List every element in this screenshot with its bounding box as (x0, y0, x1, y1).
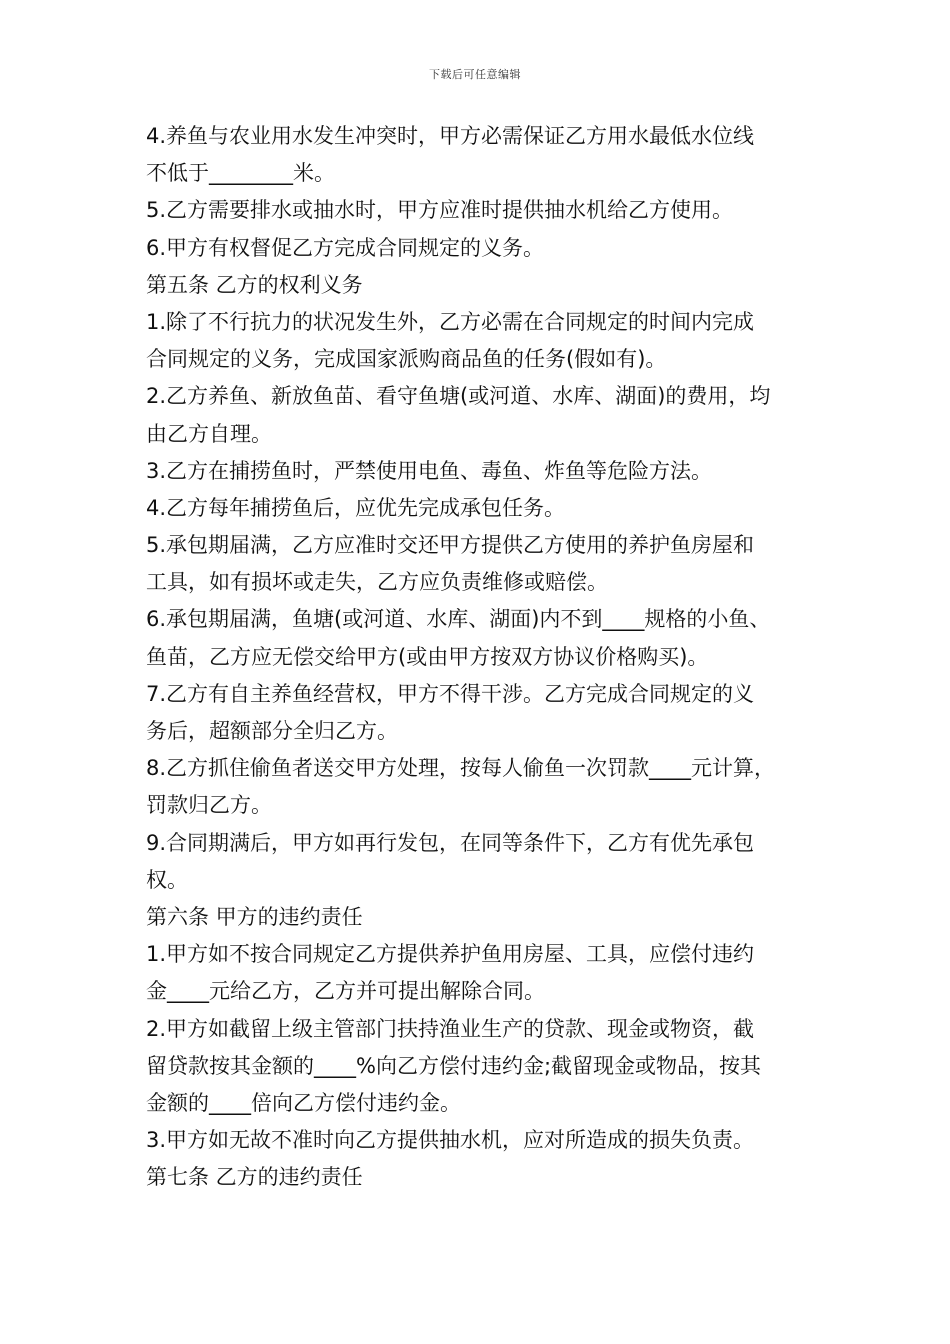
text-line: 9.合同期满后，甲方如再行发包，在同等条件下，乙方有优先承包 (146, 830, 755, 855)
text-line: 4.乙方每年捕捞鱼后，应优先完成承包任务。 (146, 495, 566, 520)
text-line: 6.承包期届满，鱼塘(或河道、水库、湖面)内不到____规格的小鱼、 (146, 607, 771, 632)
text-line: 2.乙方养鱼、新放鱼苗、看守鱼塘(或河道、水库、湖面)的费用，均 (146, 384, 771, 409)
section-heading: 第六条 甲方的违约责任 (146, 904, 363, 929)
text-line: 5.承包期届满，乙方应准时交还甲方提供乙方使用的养护鱼房屋和 (146, 533, 755, 558)
text-line: 5.乙方需要排水或抽水时，甲方应准时提供抽水机给乙方使用。 (146, 198, 734, 223)
section-heading: 第七条 乙方的违约责任 (146, 1165, 363, 1190)
text-line: 1.甲方如不按合同规定乙方提供养护鱼用房屋、工具，应偿付违约 (146, 942, 755, 967)
text-line: 4.养鱼与农业用水发生冲突时，甲方必需保证乙方用水最低水位线 (146, 124, 755, 148)
text-line: 由乙方自理。 (146, 421, 272, 446)
text-line: 工具，如有损坏或走失，乙方应负责维修或赔偿。 (146, 570, 608, 595)
section-heading: 第五条 乙方的权利义务 (146, 272, 363, 297)
document-body (146, 118, 816, 1196)
text-line: 鱼苗，乙方应无偿交给甲方(或由甲方按双方协议价格购买)。 (146, 644, 709, 669)
header-note: 下载后可任意编辑 (429, 68, 521, 81)
text-line: 合同规定的义务，完成国家派购商品鱼的任务(假如有)。 (146, 347, 667, 372)
text-line: 不低于________米。 (146, 161, 335, 186)
text-line: 金____元给乙方，乙方并可提出解除合同。 (146, 979, 545, 1004)
text-line: 罚款归乙方。 (146, 793, 272, 818)
text-line: 2.甲方如截留上级主管部门扶持渔业生产的贷款、现金或物资，截 (146, 1016, 755, 1041)
text-line: 务后，超额部分全归乙方。 (146, 719, 398, 743)
text-line: 3.甲方如无故不准时向乙方提供抽水机，应对所造成的损失负责。 (146, 1128, 755, 1153)
text-line: 7.乙方有自主养鱼经营权，甲方不得干涉。乙方完成合同规定的义 (146, 681, 755, 706)
text-line: 1.除了不行抗力的状况发生外，乙方必需在合同规定的时间内完成 (146, 309, 755, 334)
text-line: 权。 (146, 867, 188, 892)
text-line: 留贷款按其金额的____%向乙方偿付违约金;截留现金或物品，按其 (146, 1053, 762, 1078)
text-line: 3.乙方在捕捞鱼时，严禁使用电鱼、毒鱼、炸鱼等危险方法。 (146, 458, 713, 483)
text-line: 8.乙方抓住偷鱼者送交甲方处理，按每人偷鱼一次罚款____元计算， (146, 756, 776, 781)
text-line: 金额的____倍向乙方偿付违约金。 (146, 1090, 461, 1115)
text-line: 6.甲方有权督促乙方完成合同规定的义务。 (146, 235, 545, 260)
